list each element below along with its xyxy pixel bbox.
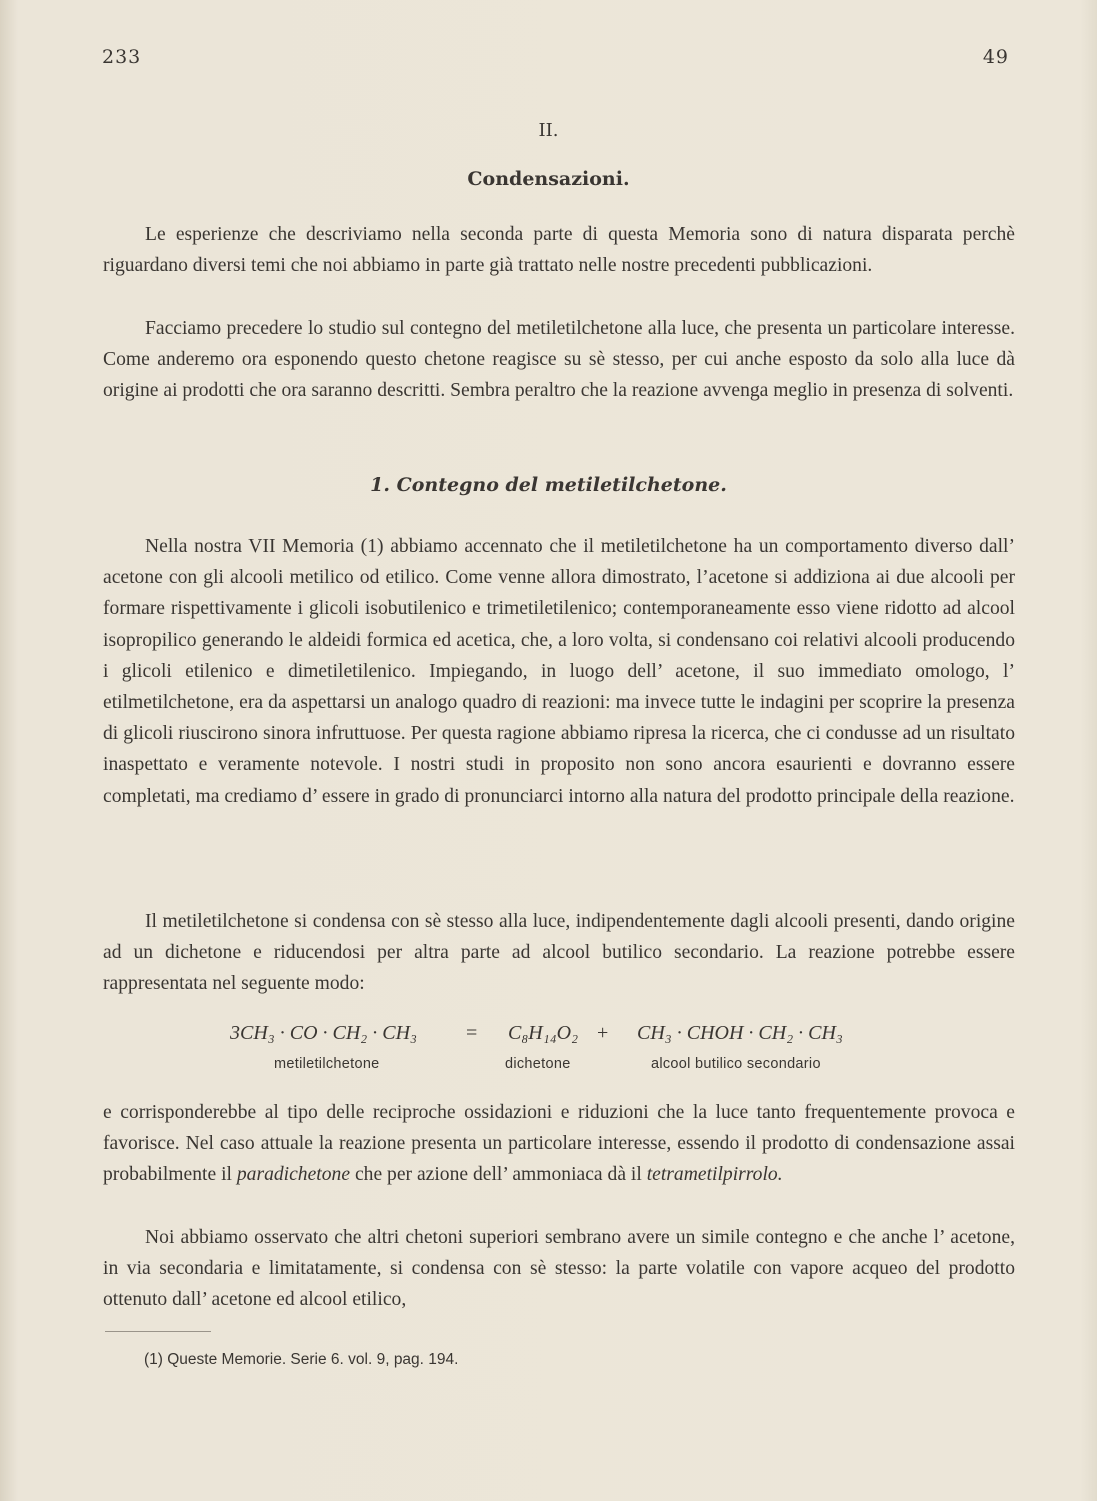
equation-reactant: 3CH₃ · CO · CH₂ · CH₃ xyxy=(230,1022,417,1044)
italic-term-tetrametilpirrolo: tetrametilpirrolo. xyxy=(646,1164,783,1186)
equation-label-product-1: dichetone xyxy=(505,1056,571,1072)
paragraph-text: Le esperienze che descriviamo nella seconda parte di questa Memoria sono di natura disparata perchè riguardano diversi temi che noi abbiamo in parte già trattato nelle nostre precedenti pubblicazioni. xyxy=(103,224,1015,277)
subsection-title: Contegno del metiletilchetone. xyxy=(396,474,727,496)
section-number: II. xyxy=(538,120,559,141)
equation-label-product-2: alcool butilico secondario xyxy=(651,1056,821,1072)
paragraph-segment: che per azione dell’ ammoniaca dà il xyxy=(350,1164,647,1186)
paragraph-text: Il metiletilchetone si condensa con sè stesso alla luce, indipendentemente dagli alcooli presenti, dando origine ad un dichetone e riducendosi per altra parte ad alcool butilico secondario. La reazione potrebbe essere rappresentata nel seguente modo: xyxy=(103,911,1015,995)
paragraph-main-2 xyxy=(103,906,1015,1000)
equation-equals: = xyxy=(466,1022,478,1044)
footnote: (1) Queste Memorie. Serie 6. vol. 9, pag. 194. xyxy=(144,1351,459,1368)
page-number-left: 233 xyxy=(102,46,142,68)
equation-plus: + xyxy=(597,1022,609,1044)
equation-product-1: C₈H₁₄O₂ xyxy=(508,1022,579,1044)
paragraph-intro-2 xyxy=(103,313,1015,407)
section-title: Condensazioni. xyxy=(467,168,630,190)
equation-label-reactant: metiletilchetone xyxy=(274,1056,380,1072)
paragraph-text: Facciamo precedere lo studio sul contegno del metiletilchetone alla luce, che presenta un particolare interesse. Come anderemo ora esponendo questo chetone reagisce su sè stesso, per cui anche esposto da solo alla luce dà origine ai prodotti che ora saranno descritti. Sembra peraltro che la reazione avvenga meglio in presenza di solventi. xyxy=(103,318,1015,402)
paragraph-segment: e corrisponderebbe al tipo delle reciproche ossidazioni e riduzioni che la luce tanto frequentemente provoca e favorisce. Nel caso attuale la reazione presenta un particolare interesse, essendo il prodotto di condensazione assai probabilmente il xyxy=(103,1102,1015,1186)
paragraph-text: Nella nostra VII Memoria (1) abbiamo accennato che il metiletilchetone ha un comportamento diverso dall’ acetone con gli alcooli metilico od etilico. Come venne allora dimostrato, l’acetone si addiziona ai due alcooli per formare rispettivamente i glicoli isobutilenico e trimetiletilenico; contemporaneamente esso viene ridotto ad alcool isopropilico generando le aldeidi formica ed acetica, che, a loro volta, si condensano coi relativi alcooli producendo i glicoli etilenico e dimetiletilenico. Impiegando, in luogo dell’ acetone, il suo immediato omologo, l’ etilmetilchetone, era da aspettarsi un analogo quadro di reazioni: ma invece tutte le indagini per scoprire la presenza di glicoli riuscirono sinora infruttuose. Per questa ragione abbiamo ripresa la ricerca, che ci condusse ad un risultato inaspettato e veramente notevole. I nostri studi in proposito non sono ancora esaurienti e dovranno essere completati, ma crediamo d’ essere in grado di pronunciarci intorno alla natura del prodotto principale della reazione. xyxy=(103,536,1015,807)
paragraph-after-1 xyxy=(103,1097,1015,1191)
subsection-heading xyxy=(0,474,1097,496)
italic-term-paradichetone: paradichetone xyxy=(236,1164,351,1186)
paragraph-main-1 xyxy=(103,531,1015,812)
subsection-number: 1. xyxy=(370,474,390,496)
equation-product-2: CH₃ · CHOH · CH₂ · CH₃ xyxy=(637,1022,843,1044)
paragraph-text: Noi abbiamo osservato che altri chetoni superiori sembrano avere un simile contegno e che anche l’ acetone, in via secondaria e limitatamente, si condensa con sè stesso: la parte volatile con vapore acqueo del prodotto ottenuto dall’ acetone ed alcool etilico, xyxy=(103,1227,1015,1311)
paragraph-text xyxy=(103,1097,1015,1191)
footnote-divider xyxy=(105,1331,211,1332)
paragraph-intro-1 xyxy=(103,219,1015,281)
paragraph-after-2 xyxy=(103,1222,1015,1316)
page-number-right: 49 xyxy=(982,46,1009,68)
